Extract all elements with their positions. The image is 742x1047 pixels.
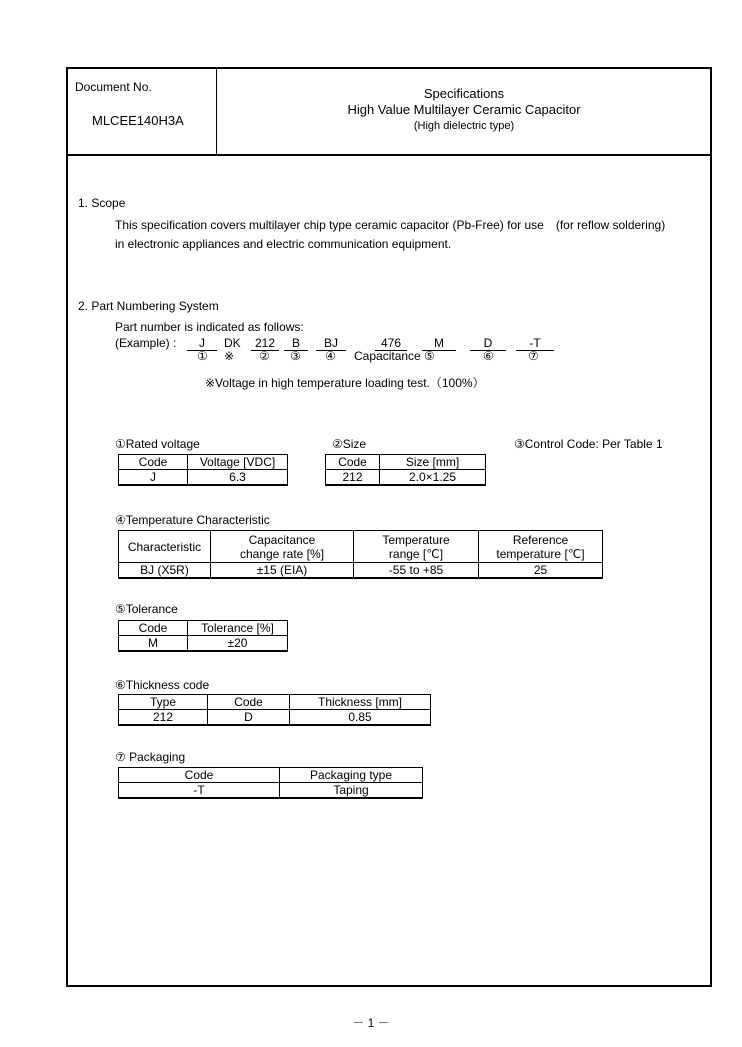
thickness-title: ⑥Thickness code <box>115 678 210 692</box>
packaging-cell-code: -T <box>119 783 280 799</box>
packaging-header-code: Code <box>119 768 280 783</box>
tolerance-cell-code: M <box>119 636 188 652</box>
header-bottom-rule <box>68 154 710 156</box>
code-voltage: J <box>187 336 217 351</box>
temp-header-cap-2: change rate [%] <box>239 546 325 561</box>
tolerance-header-value: Tolerance [%] <box>188 621 288 636</box>
mark-3: ③ <box>290 349 301 363</box>
rated-voltage-table <box>118 454 288 486</box>
control-code: ③Control Code: Per Table 1 <box>514 437 663 451</box>
temp-title: ④Temperature Characteristic <box>115 513 270 527</box>
example-label: (Example) : <box>115 336 177 350</box>
rated-voltage-title: ①Rated voltage <box>115 437 200 451</box>
packaging-cell-type: Taping <box>280 783 423 799</box>
scope-line-2: in electronic appliances and electric communication equipment. <box>115 237 452 251</box>
temp-cell-range: -55 to +85 <box>354 563 479 579</box>
size-header-code: Code <box>326 455 380 470</box>
size-cell-code: 212 <box>326 470 380 486</box>
temp-cell-ref: 25 <box>479 563 603 579</box>
tolerance-table <box>118 620 288 652</box>
thickness-cell-value: 0.85 <box>290 710 431 726</box>
document-frame <box>66 67 712 987</box>
size-title: ②Size <box>332 437 367 451</box>
temp-header-ref-1: Reference <box>512 532 569 547</box>
thickness-header-code: Code <box>208 695 290 710</box>
temp-header-characteristic: Characteristic <box>119 531 211 563</box>
title-specifications: Specifications <box>423 86 505 101</box>
thickness-header-value: Thickness [mm] <box>290 695 431 710</box>
packaging-table <box>118 767 423 799</box>
temp-header-ref-2: temperature [℃] <box>496 546 585 561</box>
mark-1: ① <box>197 349 208 363</box>
mark-note: ※ <box>224 349 235 363</box>
code-tolerance: M <box>422 336 456 351</box>
page-number: － 1 － <box>352 1016 390 1030</box>
thickness-cell-code: D <box>208 710 290 726</box>
title-product: High Value Multilayer Ceramic Capacitor <box>347 102 581 117</box>
tolerance-cell-value: ±20 <box>188 636 288 652</box>
part-heading: 2. Part Numbering System <box>78 299 219 313</box>
packaging-header-type: Packaging type <box>280 768 423 783</box>
code-temp: BJ <box>316 336 346 351</box>
mark-2: ② <box>259 349 270 363</box>
temp-cell-characteristic: BJ (X5R) <box>119 563 211 579</box>
tolerance-title: ⑤Tolerance <box>115 602 178 616</box>
temp-header-range-2: range [℃] <box>388 546 444 561</box>
code-packaging: -T <box>516 336 554 351</box>
doc-no: MLCEE140H3A <box>92 113 184 128</box>
code-capacitance: 476 <box>375 336 407 351</box>
mark-5: Capacitance ⑤ <box>354 349 435 363</box>
rated-cell-code: J <box>119 470 188 486</box>
part-intro: Part number is indicated as follows: <box>115 320 304 334</box>
thickness-header-type: Type <box>119 695 208 710</box>
code-thickness: D <box>470 336 506 351</box>
temp-cell-cap: ±15 (EIA) <box>211 563 354 579</box>
title-subtitle: (High dielectric type) <box>413 120 515 132</box>
size-cell-size: 2.0×1.25 <box>380 470 486 486</box>
code-control: B <box>284 336 308 351</box>
rated-header-code: Code <box>119 455 188 470</box>
mark-4: ④ <box>325 349 336 363</box>
size-header-size: Size [mm] <box>380 455 486 470</box>
tolerance-header-code: Code <box>119 621 188 636</box>
rated-cell-voltage: 6.3 <box>188 470 288 486</box>
mark-7: ⑦ <box>528 349 539 363</box>
size-table <box>325 454 486 486</box>
doc-no-label: Document No. <box>75 80 152 94</box>
thickness-table <box>118 694 431 726</box>
voltage-note: ※Voltage in high temperature loading test.（100%） <box>205 376 485 390</box>
packaging-title: ⑦ Packaging <box>115 750 186 764</box>
temp-header-cap-1: Capacitance <box>248 532 316 547</box>
temp-table <box>118 530 603 579</box>
mark-6: ⑥ <box>483 349 494 363</box>
code-size: 212 <box>251 336 279 351</box>
scope-heading: 1. Scope <box>78 196 126 210</box>
temp-header-range-1: Temperature <box>382 532 450 547</box>
code-series: DK <box>224 336 241 350</box>
thickness-cell-type: 212 <box>119 710 208 726</box>
scope-line-1: This specification covers multilayer chip type ceramic capacitor (Pb-Free) for use (for reflow soldering) <box>115 218 666 232</box>
rated-header-voltage: Voltage [VDC] <box>188 455 288 470</box>
